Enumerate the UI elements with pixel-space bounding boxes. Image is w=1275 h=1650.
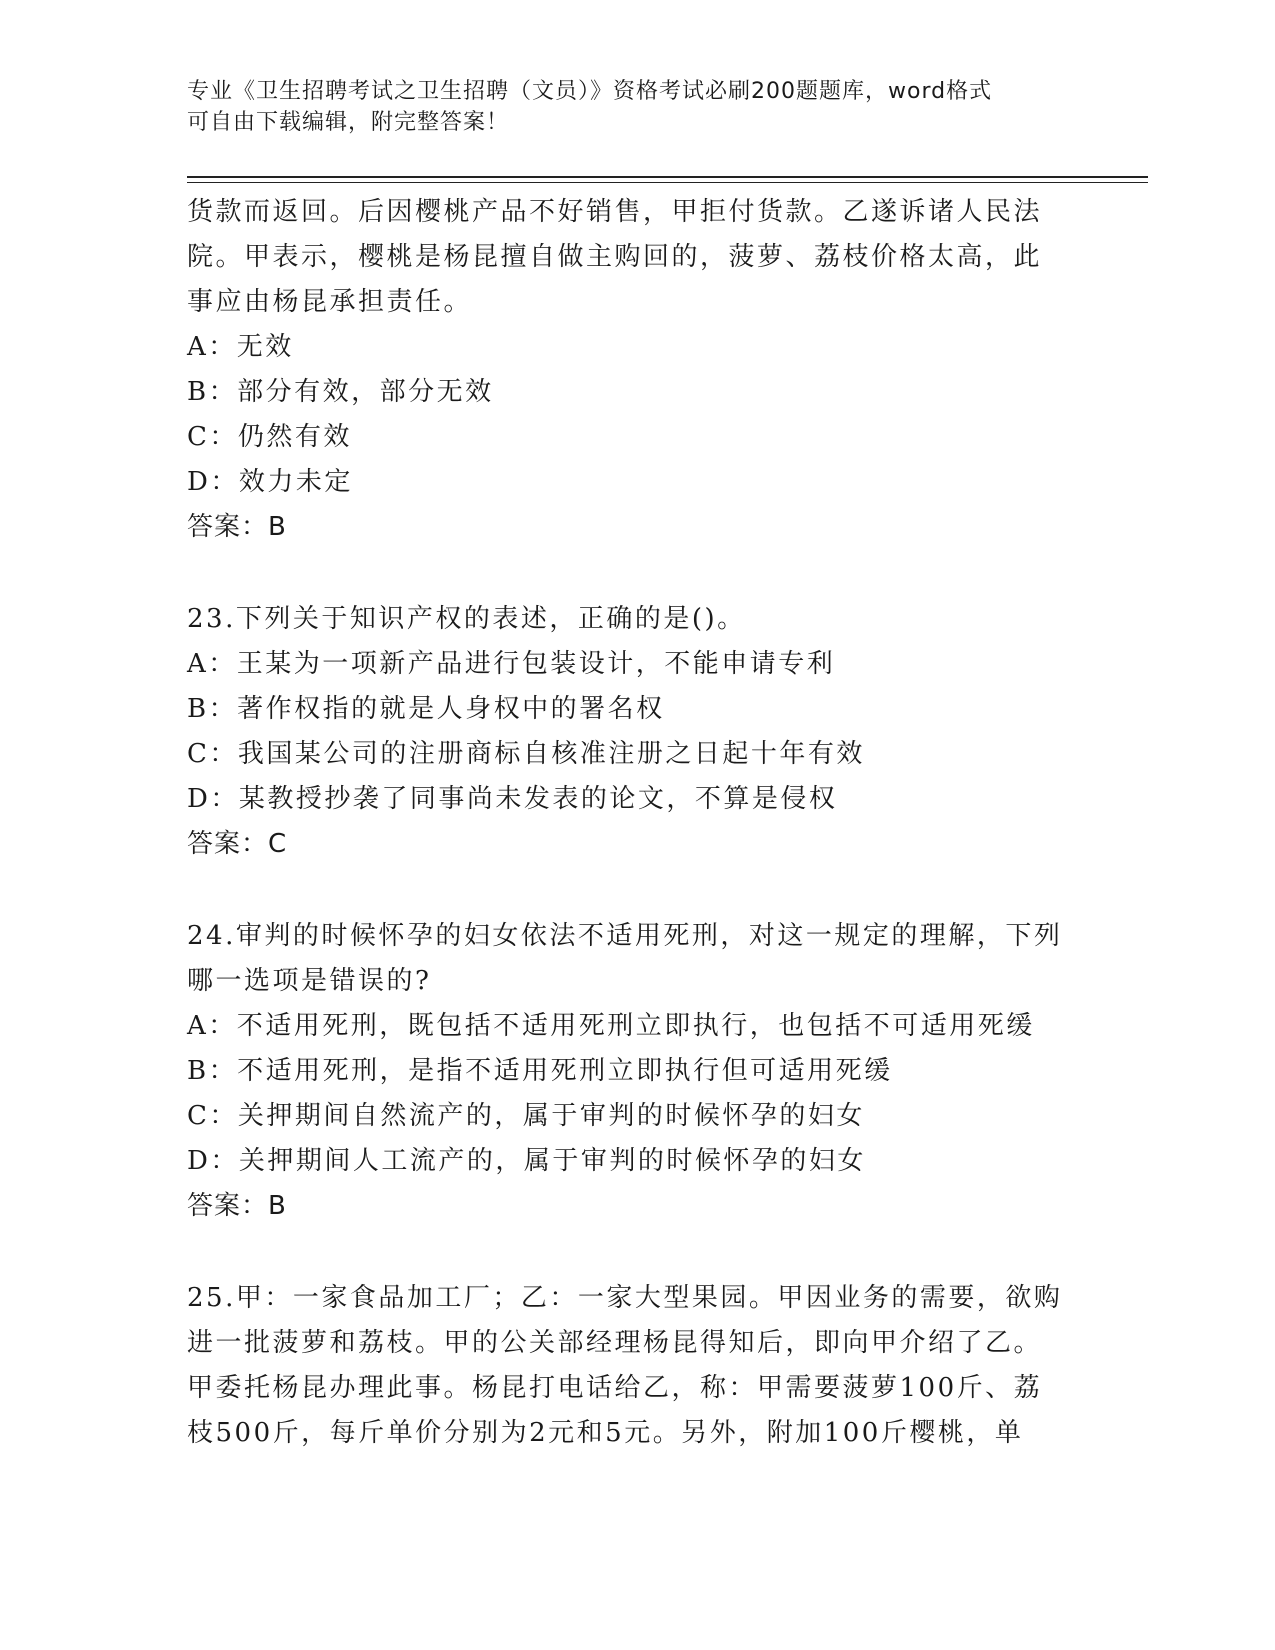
question-spacer — [187, 550, 1067, 597]
option-c: C：我国某公司的注册商标自核准注册之日起十年有效 — [187, 739, 865, 769]
question-24 — [187, 914, 1067, 1229]
question-text-line: 23.下列关于知识产权的表述，正确的是()。 — [187, 604, 746, 634]
question-text-line: 枝500斤，每斤单价分别为2元和5元。另外，附加100斤樱桃，单 — [187, 1418, 1024, 1448]
header-divider-thin — [187, 182, 1148, 183]
question-text-line: 25.甲：一家食品加工厂；乙：一家大型果园。甲因业务的需要，欲购 — [187, 1283, 1063, 1313]
option-d: D：某教授抄袭了同事尚未发表的论文，不算是侵权 — [187, 784, 838, 814]
option-a: A：无效 — [187, 332, 294, 362]
question-text-line: 院。甲表示，樱桃是杨昆擅自做主购回的，菠萝、荔枝价格太高，此 — [187, 242, 1043, 272]
answer-line: 答案：B — [187, 1191, 287, 1221]
option-d: D：关押期间人工流产的，属于审判的时候怀孕的妇女 — [187, 1146, 866, 1176]
option-c: C：仍然有效 — [187, 422, 352, 452]
option-b: B：著作权指的就是人身权中的署名权 — [187, 694, 665, 724]
option-c: C：关押期间自然流产的，属于审判的时候怀孕的妇女 — [187, 1101, 865, 1131]
option-d: D：效力未定 — [187, 467, 353, 497]
question-22-continued — [187, 190, 1067, 550]
answer-line: 答案：C — [187, 829, 288, 859]
option-a: A：王某为一项新产品进行包装设计，不能申请专利 — [187, 649, 836, 679]
question-text-line: 货款而返回。后因樱桃产品不好销售，甲拒付货款。乙遂诉诸人民法 — [187, 197, 1043, 227]
answer-line: 答案：B — [187, 512, 287, 542]
question-text-line: 事应由杨昆承担责任。 — [187, 287, 473, 317]
question-text-line: 哪一选项是错误的? — [187, 966, 432, 996]
option-a: A：不适用死刑，既包括不适用死刑立即执行，也包括不可适用死缓 — [187, 1011, 1035, 1041]
question-text-line: 24.审判的时候怀孕的妇女依法不适用死刑，对这一规定的理解，下列 — [187, 921, 1063, 951]
page-header — [187, 76, 1067, 138]
header-divider-thick — [187, 176, 1148, 178]
option-b: B：不适用死刑，是指不适用死刑立即执行但可适用死缓 — [187, 1056, 893, 1086]
question-text-line: 进一批菠萝和荔枝。甲的公关部经理杨昆得知后，即向甲介绍了乙。 — [187, 1328, 1043, 1358]
question-spacer — [187, 867, 1067, 914]
question-list — [187, 190, 1067, 1456]
header-title-line-2: 可自由下载编辑，附完整答案！ — [187, 110, 510, 135]
option-b: B：部分有效，部分无效 — [187, 377, 494, 407]
question-text-line: 甲委托杨昆办理此事。杨昆打电话给乙，称：甲需要菠萝100斤、荔 — [187, 1373, 1043, 1403]
question-spacer — [187, 1229, 1067, 1276]
question-25 — [187, 1276, 1067, 1456]
header-title-line-1: 专业《卫生招聘考试之卫生招聘（文员）》资格考试必刷200题题库，word格式 — [187, 79, 993, 104]
question-23 — [187, 597, 1067, 867]
